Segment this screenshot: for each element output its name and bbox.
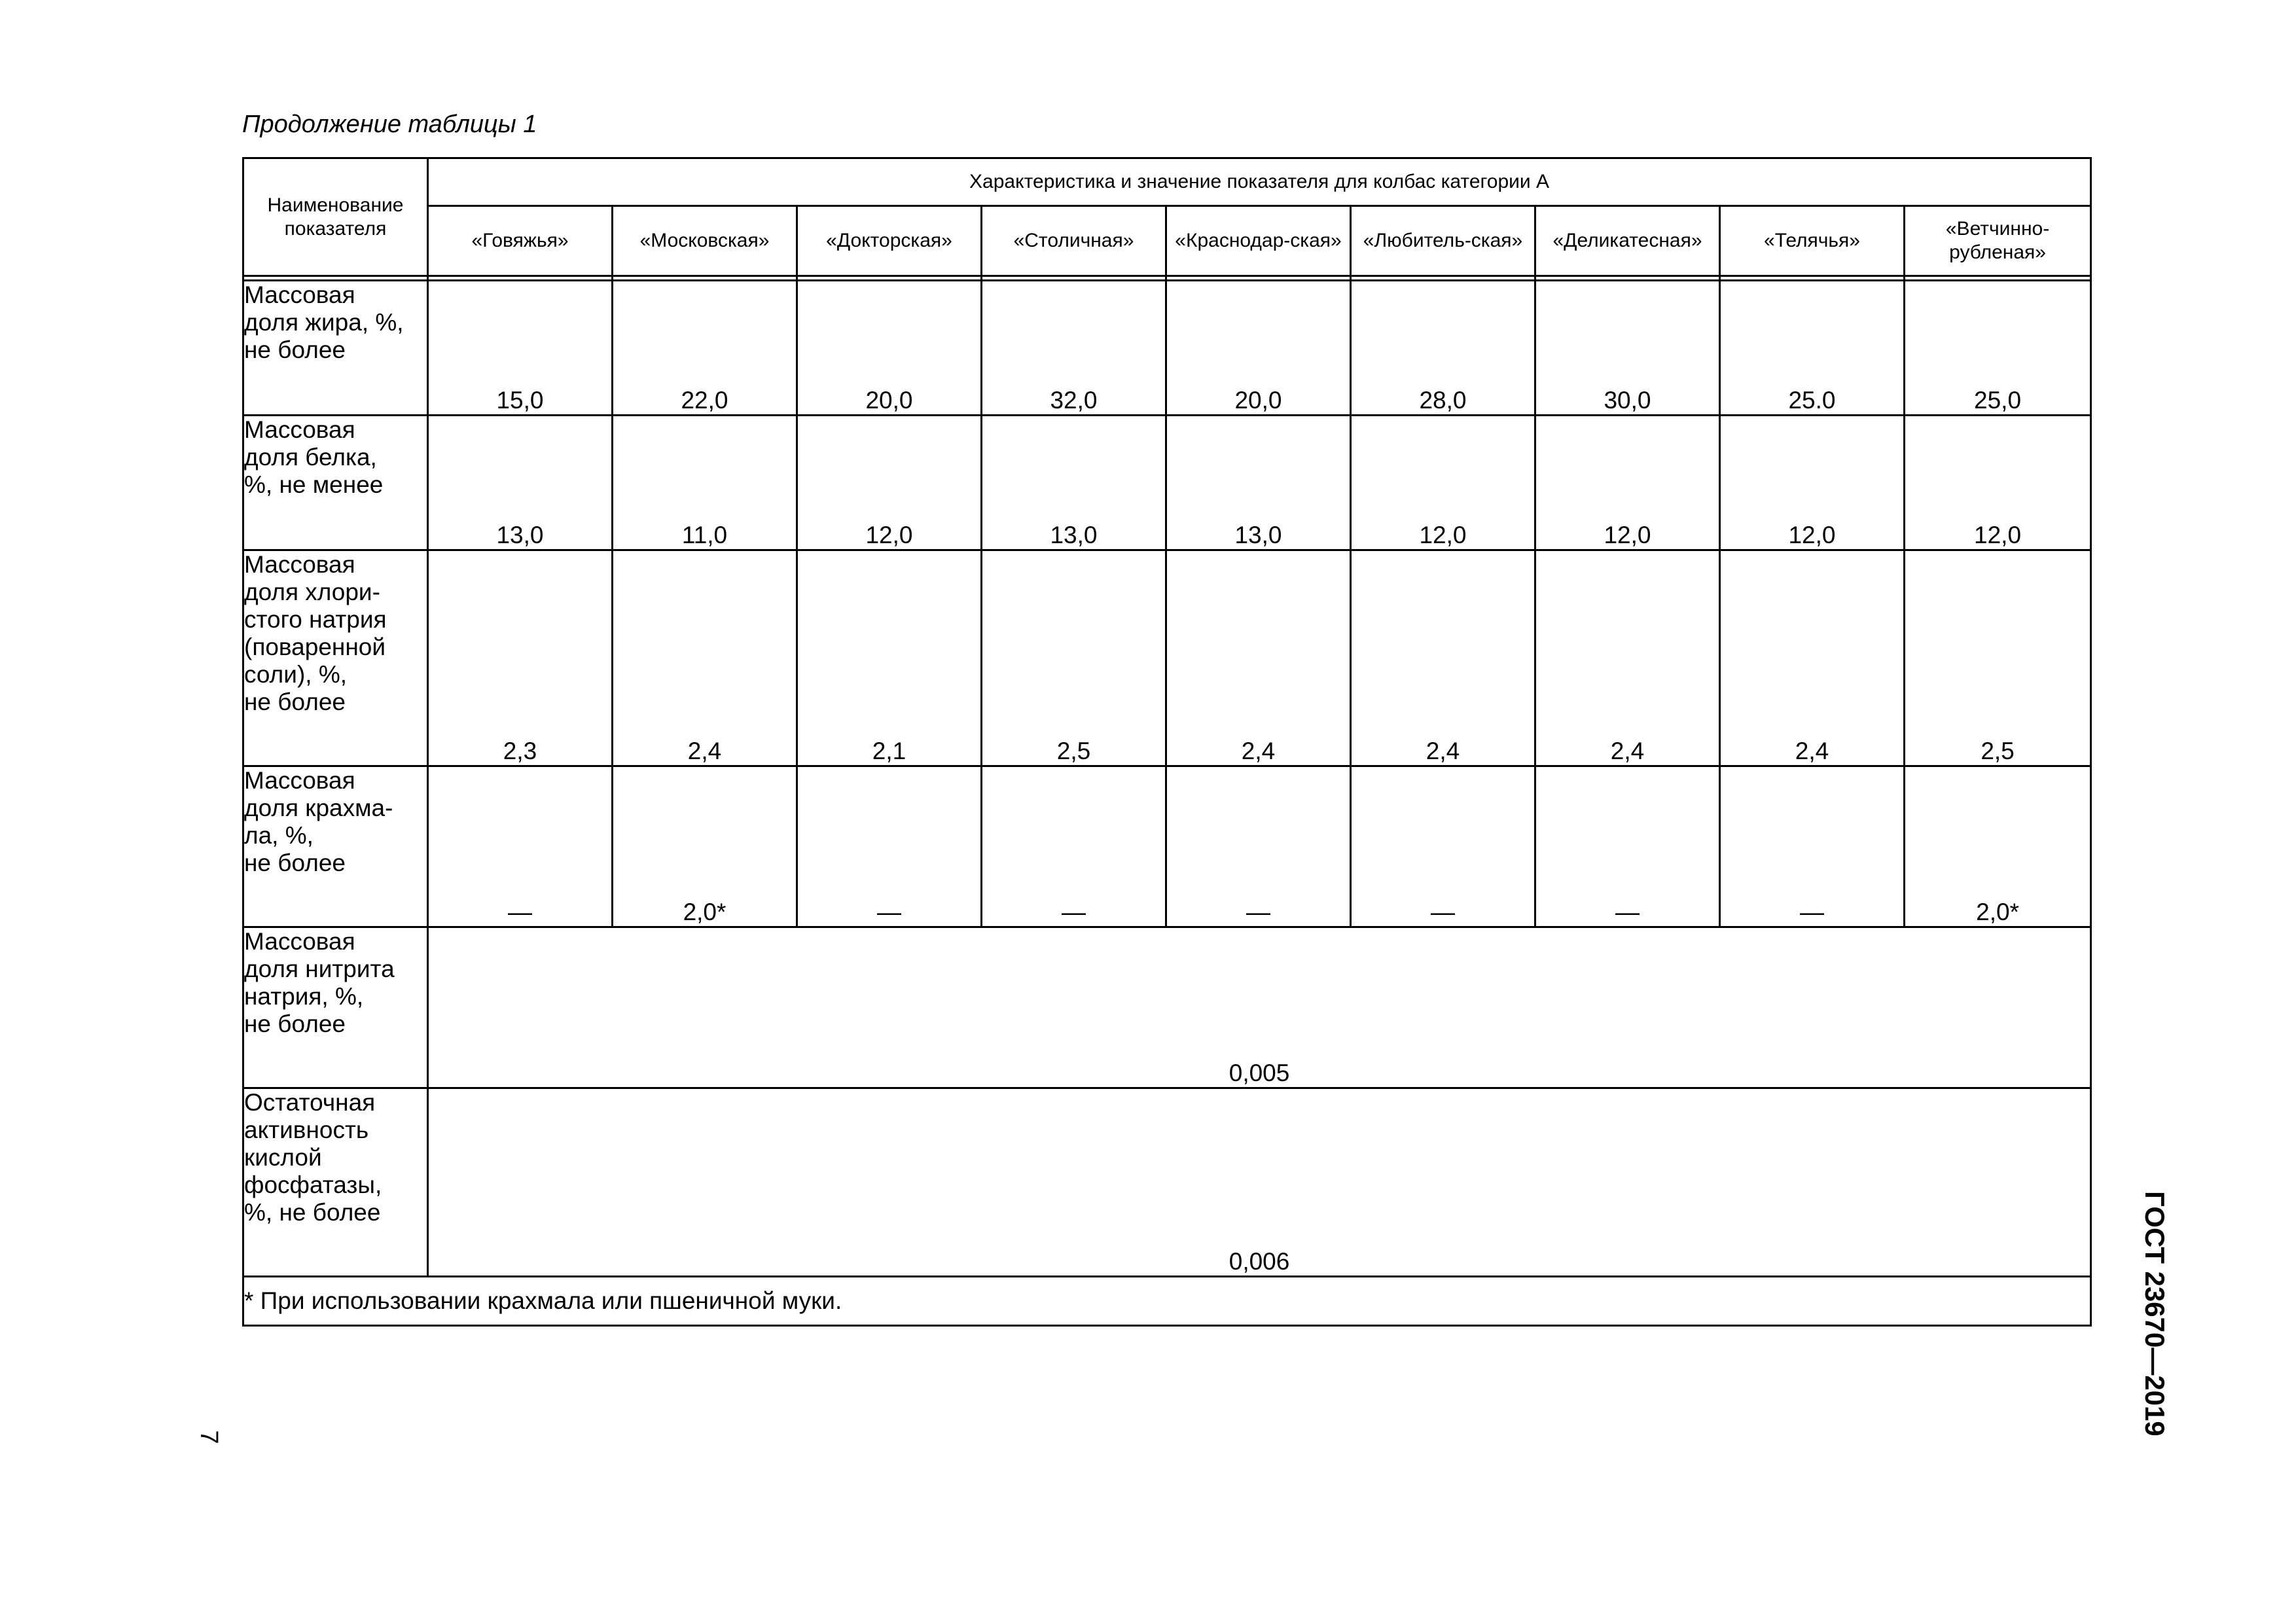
table-cell: 2,4	[1166, 550, 1351, 766]
table-row	[243, 766, 2091, 927]
indicator-name: Массовая доля крахма- ла, %, не более	[243, 766, 428, 927]
document-standard-title: ГОСТ 23670—2019	[2140, 1191, 2170, 1436]
table-caption: Продолжение таблицы 1	[242, 111, 537, 138]
table-row	[243, 927, 2091, 1088]
header-separator	[243, 276, 2091, 281]
table-cell: 13,0	[982, 416, 1166, 550]
table-row	[243, 1088, 2091, 1277]
page-number: 7	[195, 1430, 223, 1444]
indicator-name: Остаточная активность кислой фосфатазы, %, не более	[243, 1088, 428, 1277]
column-header: «Докторская»	[797, 206, 982, 276]
table-cell: 12,0	[1720, 416, 1905, 550]
table-cell: 13,0	[1166, 416, 1351, 550]
table-cell: 2,4	[613, 550, 797, 766]
characteristics-group-header: Характеристика и значение показателя для колбас категории А	[428, 158, 2091, 206]
table-cell: 2,5	[982, 550, 1166, 766]
table-cell: 2,3	[428, 550, 613, 766]
table-cell: —	[982, 766, 1166, 927]
table-cell: 30,0	[1535, 281, 1720, 416]
column-header: «Деликатесная»	[1535, 206, 1720, 276]
table-cell: 12,0	[1535, 416, 1720, 550]
merged-value-cell: 0,005	[428, 927, 2091, 1088]
table-cell: 2,4	[1535, 550, 1720, 766]
indicators-table	[242, 157, 2092, 1327]
table-cell: 11,0	[613, 416, 797, 550]
table-cell: —	[1166, 766, 1351, 927]
table-cell: 25,0	[1905, 281, 2091, 416]
table-cell: 20,0	[797, 281, 982, 416]
indicator-name-header: Наименование показателя	[243, 158, 428, 276]
column-header: «Московская»	[613, 206, 797, 276]
table-cell: 12,0	[1905, 416, 2091, 550]
footnote-row	[243, 1277, 2091, 1326]
indicator-name: Массовая доля хлори- стого натрия (поваренной соли), %, не более	[243, 550, 428, 766]
table-cell: —	[1535, 766, 1720, 927]
table-cell: —	[428, 766, 613, 927]
table-cell: 2,1	[797, 550, 982, 766]
table-cell: 2,4	[1720, 550, 1905, 766]
table-cell: 12,0	[1351, 416, 1535, 550]
table-cell: 32,0	[982, 281, 1166, 416]
column-header: «Краснодар-ская»	[1166, 206, 1351, 276]
table-cell: 20,0	[1166, 281, 1351, 416]
indicator-name: Массовая доля нитрита натрия, %, не более	[243, 927, 428, 1088]
table-cell: 22,0	[613, 281, 797, 416]
column-header: «Ветчинно-рубленая»	[1905, 206, 2091, 276]
table-row	[243, 416, 2091, 550]
merged-value-cell: 0,006	[428, 1088, 2091, 1277]
column-header: «Телячья»	[1720, 206, 1905, 276]
table-cell: 2,4	[1351, 550, 1535, 766]
table-cell: —	[1720, 766, 1905, 927]
table-cell: 2,5	[1905, 550, 2091, 766]
table-row	[243, 281, 2091, 416]
indicator-name: Массовая доля жира, %, не более	[243, 281, 428, 416]
indicator-name: Массовая доля белка, %, не менее	[243, 416, 428, 550]
table-cell: 28,0	[1351, 281, 1535, 416]
table-cell: 15,0	[428, 281, 613, 416]
table-cell: 2,0*	[1905, 766, 2091, 927]
table-cell: —	[1351, 766, 1535, 927]
table-row	[243, 550, 2091, 766]
column-header: «Говяжья»	[428, 206, 613, 276]
table-cell: —	[797, 766, 982, 927]
footnote: * При использовании крахмала или пшеничной муки.	[243, 1277, 2091, 1326]
column-header: «Столичная»	[982, 206, 1166, 276]
table-cell: 2,0*	[613, 766, 797, 927]
table-cell: 13,0	[428, 416, 613, 550]
table-cell: 25.0	[1720, 281, 1905, 416]
column-header: «Любитель-ская»	[1351, 206, 1535, 276]
table-cell: 12,0	[797, 416, 982, 550]
